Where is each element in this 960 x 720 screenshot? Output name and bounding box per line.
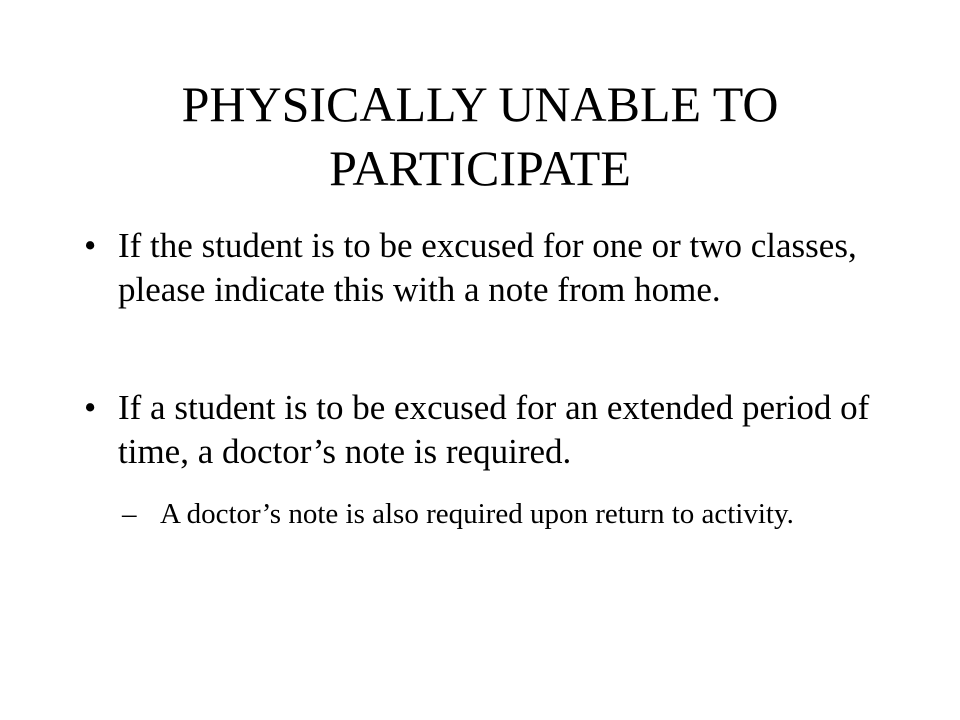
bullet-marker: • — [84, 226, 97, 265]
slide-title-line-1: PHYSICALLY UNABLE TO — [181, 76, 779, 132]
bullet-marker: • — [84, 388, 97, 427]
bullet-text: If the student is to be excused for one or two classes, please indicate this with a note from home. — [118, 226, 857, 309]
sub-bullet-marker: – — [122, 498, 137, 530]
slide-title — [60, 72, 900, 200]
bullet-item-extended-period — [84, 386, 884, 474]
sub-bullet-item-return-to-activity — [122, 494, 882, 534]
bullet-text: If a student is to be excused for an extended period of time, a doctor’s note is required. — [118, 388, 870, 471]
sub-bullet-text: A doctor’s note is also required upon return to activity. — [160, 498, 794, 530]
bullet-item-excused-classes — [84, 224, 884, 312]
slide-title-line-2: PARTICIPATE — [329, 140, 631, 196]
